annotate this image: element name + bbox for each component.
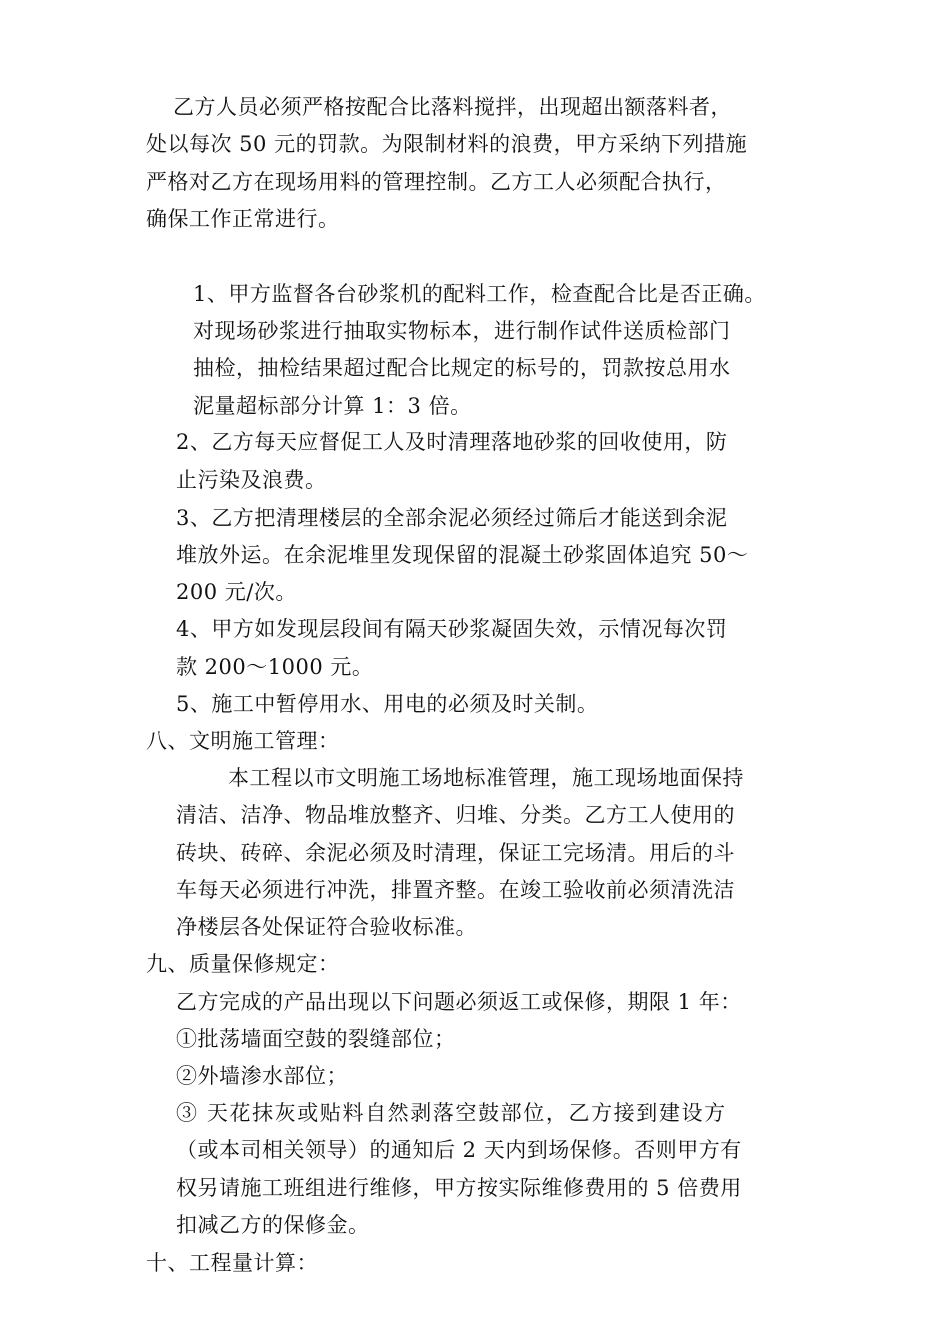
section-9-item-3-line-3: 权另请施工班组进行维修，甲方按实际维修费用的 5 倍费用 xyxy=(176,1176,742,1200)
measure-5-line-1: 5、施工中暂停用水、用电的必须及时关制。 xyxy=(176,692,599,716)
section-8-line-3: 砖块、砖碎、余泥必须及时清理，保证工完场清。用后的斗 xyxy=(176,841,735,865)
intro-line-4: 确保工作正常进行。 xyxy=(146,207,340,231)
measure-3-line-1: 3、乙方把清理楼层的全部余泥必须经过筛后才能送到余泥 xyxy=(176,506,728,530)
measure-2-line-1: 2、乙方每天应督促工人及时清理落地砂浆的回收使用，防 xyxy=(176,430,728,454)
intro-line-1: 乙方人员必须严格按配合比落料搅拌，出现超出额落料者， xyxy=(173,95,732,119)
section-9-heading: 九、质量保修规定： xyxy=(146,952,340,976)
intro-line-2: 处以每次 50 元的罚款。为限制材料的浪费，甲方采纳下列措施 xyxy=(146,132,748,156)
section-8-line-5: 净楼层各处保证符合验收标准。 xyxy=(176,915,477,939)
measure-4-line-1: 4、甲方如发现层段间有隔天砂浆凝固失效，示情况每次罚 xyxy=(176,617,728,641)
section-8-line-4: 车每天必须进行冲洗，排置齐整。在竣工验收前必须清洗洁 xyxy=(176,878,735,902)
section-10-heading: 十、工程量计算： xyxy=(146,1251,318,1275)
section-9-item-3-line-4: 扣减乙方的保修金。 xyxy=(176,1213,370,1237)
section-8-heading: 八、文明施工管理： xyxy=(146,729,340,753)
measure-3-line-3: 200 元/次。 xyxy=(176,580,297,604)
measure-3-line-2: 堆放外运。在余泥堆里发现保留的混凝土砂浆固体追究 50～ xyxy=(176,543,749,567)
measure-2-line-2: 止污染及浪费。 xyxy=(176,468,327,492)
section-9-item-2: ②外墙渗水部位； xyxy=(176,1064,348,1088)
measure-1-line-1: 1、甲方监督各台砂浆机的配料工作，检查配合比是否正确。 xyxy=(193,282,766,306)
section-9-item-3-line-2: （或本司相关领导）的通知后 2 天内到场保修。否则甲方有 xyxy=(176,1138,742,1162)
section-9-item-3-line-1: ③ 天花抹灰或贴料自然剥落空鼓部位，乙方接到建设方 xyxy=(176,1101,727,1125)
section-9-line-1: 乙方完成的产品出现以下问题必须返工或保修，期限 1 年： xyxy=(176,990,742,1014)
measure-1-line-4: 泥量超标部分计算 1：3 倍。 xyxy=(193,394,472,418)
measure-1-line-3: 抽检，抽检结果超过配合比规定的标号的，罚款按总用水 xyxy=(193,356,731,380)
section-8-line-1: 本工程以市文明施工场地标准管理，施工现场地面保持 xyxy=(228,766,744,790)
section-8-line-2: 清洁、洁净、物品堆放整齐、归堆、分类。乙方工人使用的 xyxy=(176,803,735,827)
measure-4-line-2: 款 200～1000 元。 xyxy=(176,655,374,679)
section-9-item-1: ①批荡墙面空鼓的裂缝部位； xyxy=(176,1027,456,1051)
intro-line-3: 严格对乙方在现场用料的管理控制。乙方工人必须配合执行， xyxy=(146,170,727,194)
measure-1-line-2: 对现场砂浆进行抽取实物标本，进行制作试件送质检部门 xyxy=(193,319,731,343)
